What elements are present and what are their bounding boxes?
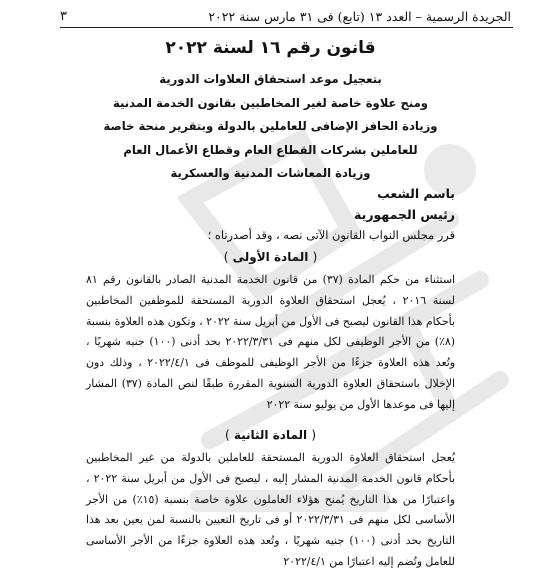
subtitle-line: وزيادة المعاشات المدنية والعسكرية <box>170 166 371 180</box>
article-2-text: يُعجل استحقاق العلاوة الدورية المستحقة للعاملين بالدولة من غير المخاطبين بأحكام قانون الخدمة المدنية المشار إليه ، ليصبح فى الأول من أبريل سنة ٢٠٢٢ ، واعتبارًا من هذا التاريخ يُمنح هؤلاء العاملون علاوة خاصة بنسبة (١٥٪) من الأجر الأساسى لكل منهم فى ٢٠٢٢/٣/٣١ أو فى تاريخ التعيين بالنسبة لمن يعين بعد هذا التاريخ بحد أدنى (١٠٠) جنيه شهريًا ، وتُعد هذه العلاوة جزءًا من الأجر الأساسى للعامل وتُضم إليه اعتبارًا من ٢٠٢٢/٤/١ <box>86 451 456 568</box>
subtitle-line: ومنح علاوة خاصة لغير المخاطبين بقانون الخدمة المدنية <box>113 95 428 110</box>
article-1-text: استثناء من حكم المادة (٣٧) من قانون الخدمة المدنية الصادر بالقانون رقم ٨١ لسنة ٢٠١٦ ، يُعجل استحقاق العلاوة الدورية المستحقة للموظفين المخاطبين بأحكام هذا القانون ليصبح فى الأول من أبريل سنة ٢٠٢٢ ، وتكون هذه العلاوة بنسبة (٨٪) من الأجر الوظيفى لكل منهم فى ٢٠٢٢/٣/٣١ بحد أدنى (١٠٠) جنيه شهريًا ، وتُعد هذه العلاوة جزءًا من الأجر الوظيفى للموظف فى ٢٠٢٢/٤/١ ، وذلك دون الإخلال باستحقاق العلاوة الدورية السنوية المقررة طبقًا لنص المادة (٣٧) المشار إليها فى موعدها الأول من يوليو سنة ٢٠٢٢ <box>86 273 455 411</box>
law-title: قانون رقم ١٦ لسنة ٢٠٢٢ <box>165 38 376 58</box>
header-title: الجريدة الرسمية – العدد ١٣ (تابع) فى ٣١ مارس سنة ٢٠٢٢ <box>208 8 511 24</box>
article-2-title: المادة الثانية <box>233 428 308 442</box>
subtitle-line: وزيادة الحافز الإضافى للعاملين بالدولة وبتقرير منحة خاصة <box>103 119 438 133</box>
header-divider <box>60 27 513 28</box>
in-the-name-heading: باسم الشعب <box>377 186 455 201</box>
subtitle-line: بتعجيل موعد استحقاق العلاوات الدورية <box>159 72 382 86</box>
enactment-text: قرر مجلس النواب القانون الآتى نصه ، وقد أصدرناه ؛ <box>207 228 455 242</box>
article-1-heading: ( المادة الأولى ) <box>223 250 318 264</box>
article-2-heading: ( المادة الثانية ) <box>224 428 317 442</box>
page-number: ٣ <box>60 8 67 24</box>
law-subtitle <box>0 68 541 186</box>
president-heading: رئيس الجمهورية <box>354 207 455 222</box>
article-1-title: المادة الأولى <box>232 250 309 264</box>
article-1-body <box>86 270 455 416</box>
subtitle-line: للعاملين بشركات القطاع العام وقطاع الأعمال العام <box>123 142 418 157</box>
page-header <box>60 6 511 26</box>
article-2-body <box>86 448 455 573</box>
